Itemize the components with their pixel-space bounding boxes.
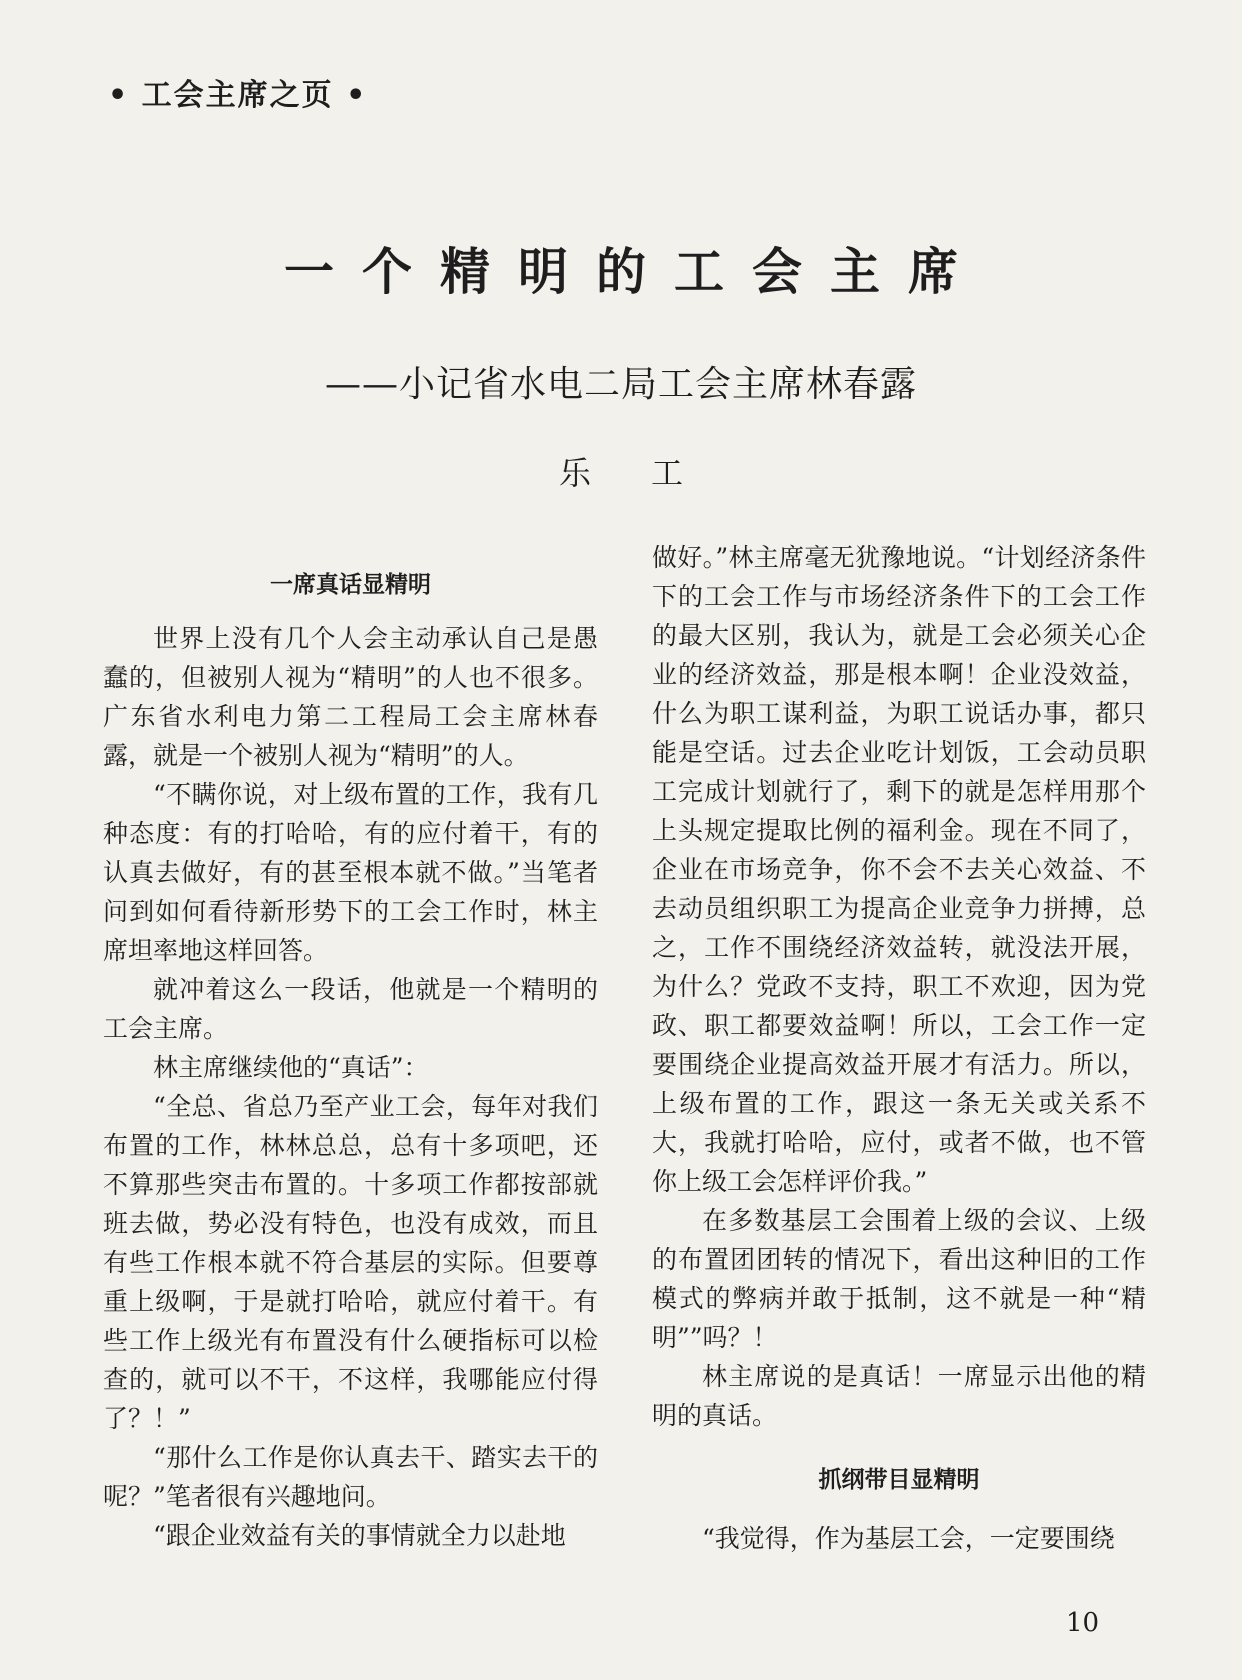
paragraph: “全总、省总乃至产业工会，每年对我们布置的工作，林林总总，总有十多项吧，还不算那些突击布置的。十多项工作都按部就班去做，势必没有特色，也没有成效，而且有些工作根本就不符合基层的实际。但要尊重上级啊，于是就打哈哈，就应付着干。有些工作上级光有布置没有什么硬指标可以检查的，就可以不干，不这样，我哪能应付得了？！” [103, 1092, 598, 1433]
left-column [103, 571, 598, 1555]
paragraph: “我觉得，作为基层工会，一定要围绕 [702, 1524, 1115, 1553]
section-heading-1: 一席真话显精明 [270, 572, 431, 598]
section-tag: • 工会主席之页 • [108, 78, 368, 113]
right-column [652, 538, 1146, 1558]
section-heading-2: 抓纲带目显精明 [818, 1467, 980, 1493]
paragraph: 就冲着这么一段话，他就是一个精明的工会主席。 [103, 975, 598, 1043]
paragraph: 做好。”林主席毫无犹豫地说。“计划经济条件下的工会工作与市场经济条件下的工会工作的最大区别，我认为，就是工会必须关心企业的经济效益，那是根本啊！企业没效益，什么为职工谋利益，为职工说话办事，都只能是空话。过去企业吃计划饭，工会动员职工完成计划就行了，剩下的就是怎样用那个上头规定提取比例的福利金。现在不同了，企业在市场竞争，你不会不去关心效益、不去动员组织职工为提高企业竞争力拼搏，总之，工作不围绕经济效益转，就没法开展，为什么？党政不支持，职工不欢迎，因为党政、职工都要效益啊！所以，工会工作一定要围绕企业提高效益开展才有活力。所以，上级布置的工作，跟这一条无关或关系不大，我就打哈哈，应付，或者不做，也不管你上级工会怎样评价我。” [652, 543, 1146, 1196]
article-title: 一个精明的工会主席 [284, 243, 986, 301]
paragraph: 林主席说的是真话！一席显示出他的精明的真话。 [652, 1362, 1146, 1430]
paragraph: 世界上没有几个人会主动承认自己是愚蠢的，但被别人视为“精明”的人也不很多。广东省水利电力第二工程局工会主席林春露，就是一个被别人视为“精明”的人。 [103, 624, 598, 770]
paragraph: “那什么工作是你认真去干、踏实去干的呢？”笔者很有兴趣地问。 [103, 1443, 598, 1511]
paragraph: 林主席继续他的“真话”： [153, 1053, 429, 1082]
page-number: 10 [1066, 1608, 1100, 1638]
article-author: 乐工 [558, 454, 743, 492]
article-subtitle: ——小记省水电二局工会主席林春露 [324, 364, 917, 405]
paragraph: 在多数基层工会围着上级的会议、上级的布置团团转的情况下，看出这种旧的工作模式的弊病并敢于抵制，这不就是一种“精明””吗？！ [652, 1206, 1146, 1352]
paragraph: “不瞒你说，对上级布置的工作，我有几种态度：有的打哈哈，有的应付着干，有的认真去做好，有的甚至根本就不做。”当笔者问到如何看待新形势下的工会工作时，林主席坦率地这样回答。 [103, 780, 598, 965]
paragraph: “跟企业效益有关的事情就全力以赴地 [153, 1521, 566, 1550]
